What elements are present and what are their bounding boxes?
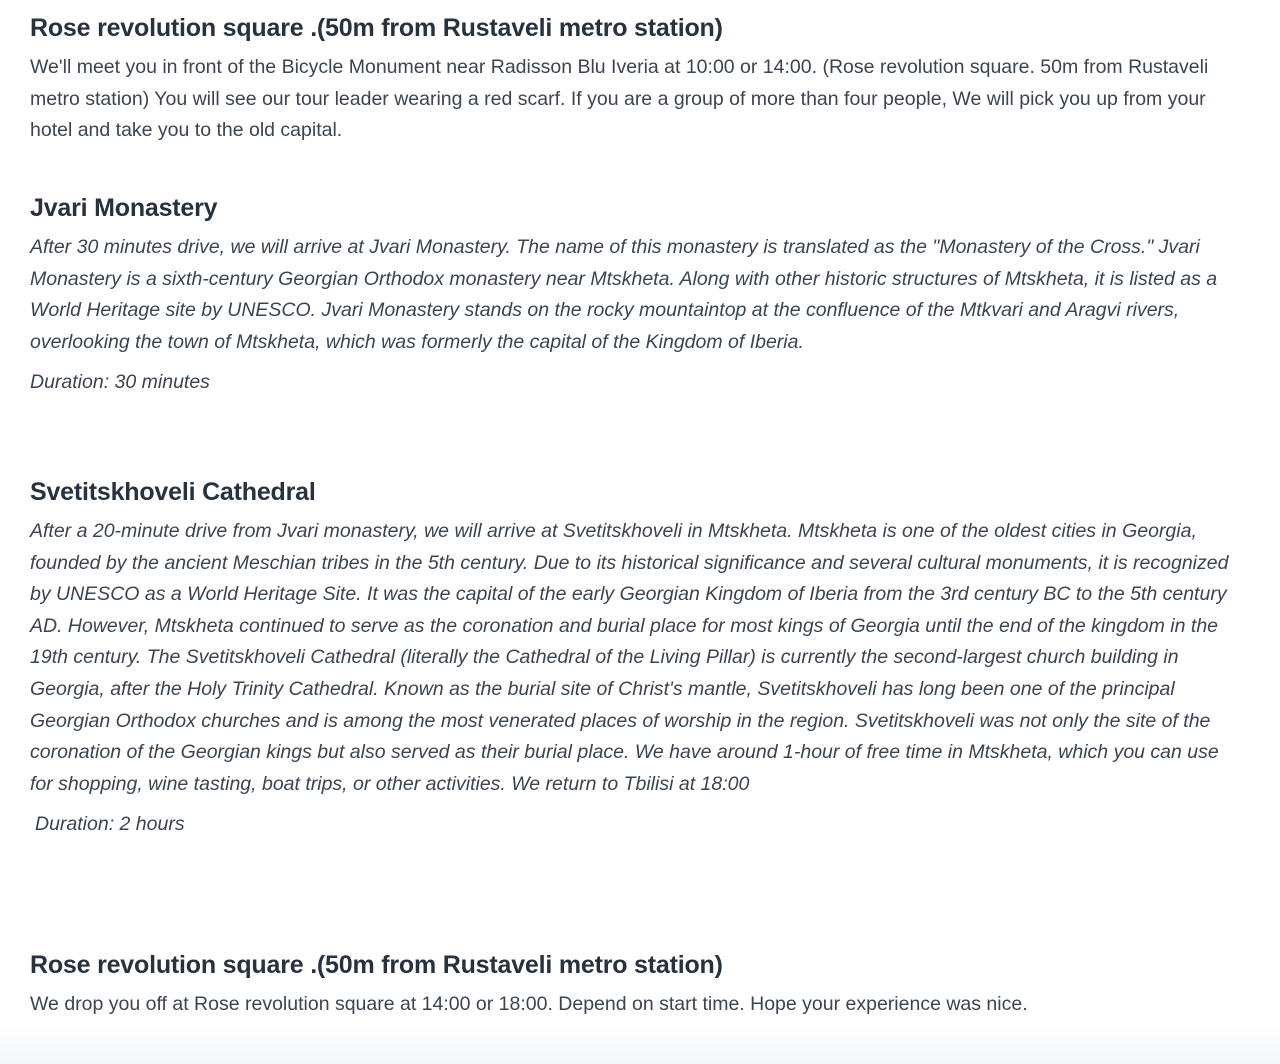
stop-duration: Duration: 30 minutes [30, 371, 210, 394]
stop-title: Rose revolution square .(50m from Rustaveli metro station) [30, 951, 723, 979]
itinerary-stop-jvari-monastery [30, 191, 1240, 399]
itinerary-stop-drop-off [30, 948, 1240, 1021]
stop-description: After a 20-minute drive from Jvari monastery, we will arrive at Svetitskhoveli in Mtskheta. Mtskheta is one of the oldest cities in Georgia, founded by the ancient Meschian tribes in the 5th century. Due to its historical significance and several cultural monuments, it is recognized by UNESCO as a World Heritage Site. It was the capital of the early Georgian Kingdom of Iberia from the 3rd century BC to the 5th century AD. However, Mtskheta continued to serve as the coronation and burial place for most kings of Georgia until the end of the kingdom in the 19th century. The Svetitskhoveli Cathedral (literally the Cathedral of the Living Pillar) is currently the second-largest church building in Georgia, after the Holy Trinity Cathedral. Known as the burial site of Christ's mantle, Svetitskhoveli has long been one of the principal Georgian Orthodox churches and is among the most venerated places of worship in the region. Svetitskhoveli was not only the site of the coronation of the Georgian kings but also served as their burial place. We have around 1-hour of free time in Mtskheta, which you can use for shopping, wine tasting, boat trips, or other activities. We return to Tbilisi at 18:00 [30, 520, 1229, 795]
stop-duration: Duration: 2 hours [35, 813, 185, 836]
stop-description: We drop you off at Rose revolution square at 14:00 or 18:00. Depend on start time. Hope your experience was nice. [30, 993, 1028, 1015]
bottom-fade [0, 1024, 1280, 1064]
stop-title: Rose revolution square .(50m from Rustaveli metro station) [30, 14, 723, 42]
stop-title: Svetitskhoveli Cathedral [30, 478, 316, 506]
stop-title: Jvari Monastery [30, 194, 218, 222]
stop-description: After 30 minutes drive, we will arrive at Jvari Monastery. The name of this monastery is translated as the "Monastery of the Cross." Jvari Monastery is a sixth-century Georgian Orthodox monastery near Mtskheta. Along with other historic structures of Mtskheta, it is listed as a World Heritage site by UNESCO. Jvari Monastery stands on the rocky mountaintop at the confluence of the Mtkvari and Aragvi rivers, overlooking the town of Mtskheta, which was formerly the capital of the Kingdom of Iberia. [30, 236, 1218, 353]
itinerary-stop-svetitskhoveli-cathedral [30, 475, 1240, 841]
itinerary-stop-meeting-point [30, 11, 1240, 147]
stop-description: We'll meet you in front of the Bicycle Monument near Radisson Blu Iveria at 10:00 or 14:00. (Rose revolution square. 50m from Rustaveli metro station) You will see our tour leader wearing a red scarf. If you are a group of more than four people, We will pick you up from your hotel and take you to the old capital. [30, 56, 1209, 142]
